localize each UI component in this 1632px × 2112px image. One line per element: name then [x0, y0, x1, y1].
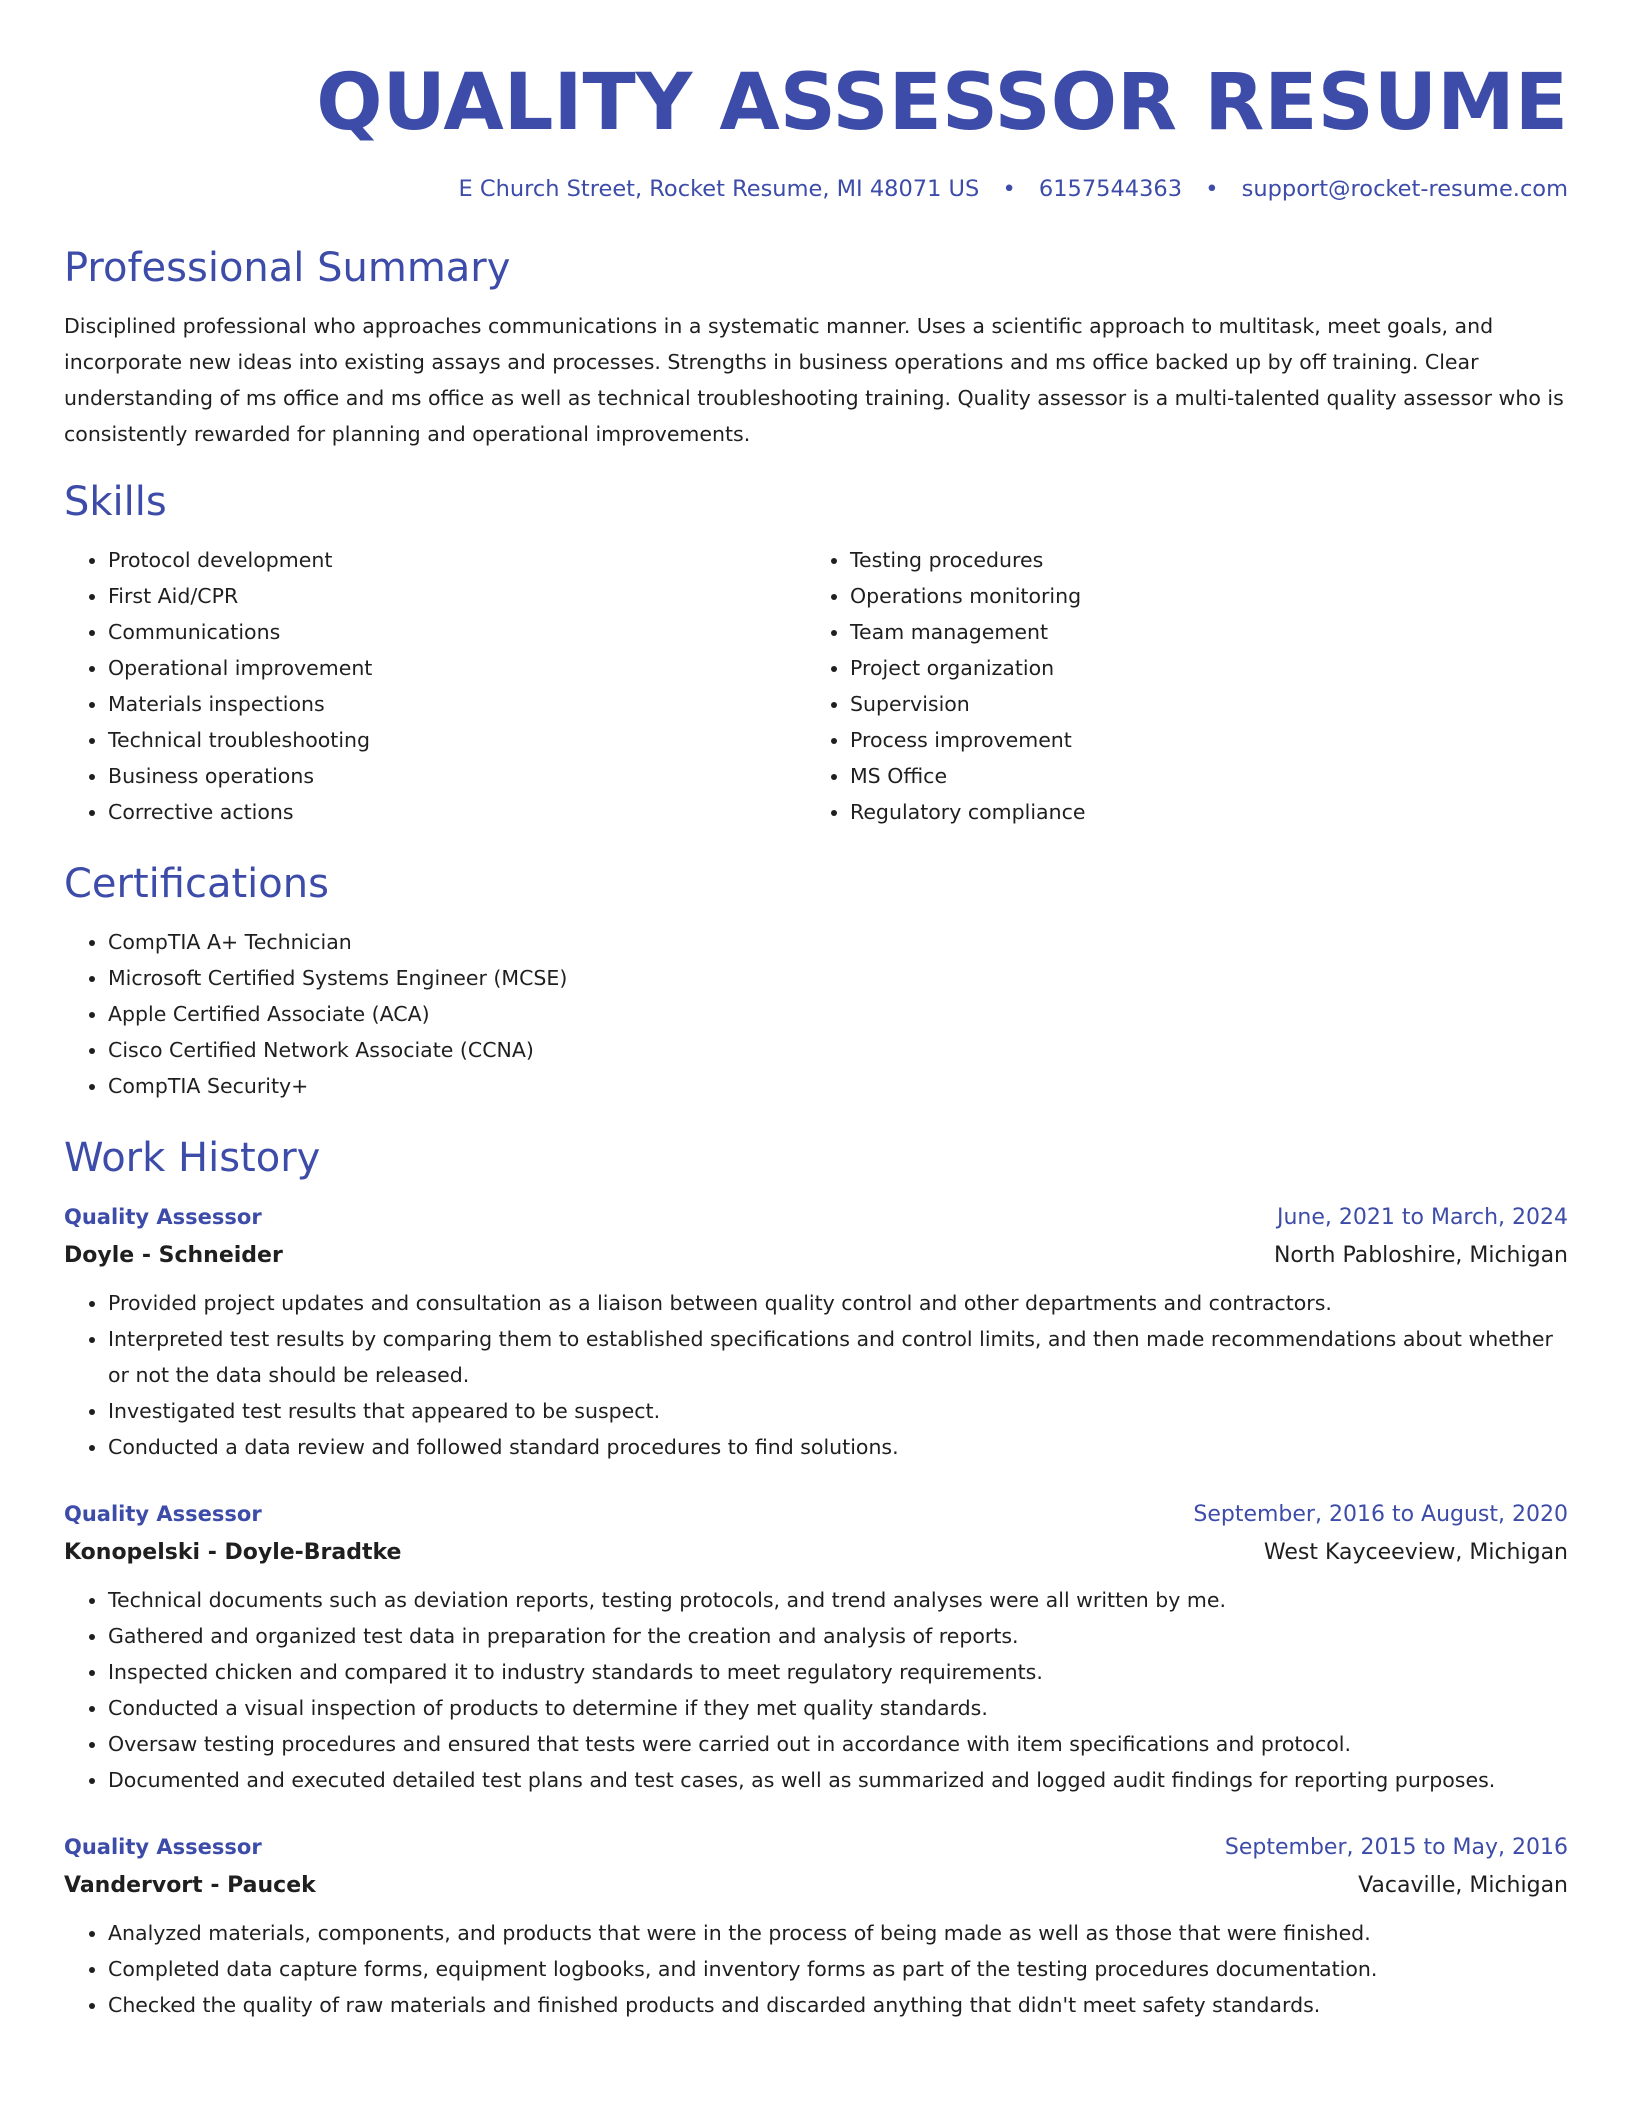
certification-item: • Apple Certified Associate (ACA) — [108, 996, 1568, 1032]
job-company-row — [64, 1237, 1568, 1275]
job-entry — [64, 1198, 1568, 1465]
work-history-heading: Work History — [64, 1135, 321, 1181]
skill-item: • MS Office — [850, 758, 1548, 794]
skill-item: • Operations monitoring — [850, 578, 1548, 614]
skill-item: • Technical troubleshooting — [108, 722, 806, 758]
duty-item: • Completed data capture forms, equipment logbooks, and inventory forms as part of the testing procedures documentation. — [108, 1951, 1568, 1987]
job-header-row — [64, 1198, 1568, 1237]
certification-item: • Microsoft Certified Systems Engineer (MCSE) — [108, 960, 1568, 996]
skill-item: • Team management — [850, 614, 1548, 650]
company-name: Vandervort - Paucek — [64, 1873, 316, 1898]
certifications-list — [64, 924, 1568, 1104]
job-title: Quality Assessor — [64, 1205, 262, 1229]
resume-name: QUALITY ASSESSOR RESUME — [316, 58, 1568, 148]
certification-item: • Cisco Certified Network Associate (CCNA) — [108, 1032, 1568, 1068]
skills-heading: Skills — [64, 479, 167, 525]
certifications-heading: Certifications — [64, 861, 329, 907]
skill-item: • Project organization — [850, 650, 1548, 686]
certification-item: • CompTIA Security+ — [108, 1068, 1568, 1104]
skills-list-right — [806, 542, 1548, 830]
job-duties — [64, 1285, 1568, 1465]
address: E Church Street, Rocket Resume, MI 48071 US — [458, 176, 980, 202]
job-location: West Kayceeview, Michigan — [1263, 1540, 1568, 1565]
duty-item: • Gathered and organized test data in preparation for the creation and analysis of reports. — [108, 1618, 1568, 1654]
duty-item: • Technical documents such as deviation reports, testing protocols, and trend analyses were all written by me. — [108, 1582, 1568, 1618]
duty-item: • Interpreted test results by comparing them to established specifications and control limits, and then made recommendations about whether or not the data should be released. — [108, 1321, 1568, 1393]
job-location: North Pabloshire, Michigan — [1273, 1243, 1568, 1268]
skills-list-left — [64, 542, 806, 830]
job-dates: June, 2021 to March, 2024 — [1277, 1205, 1568, 1230]
separator-dot: • — [1002, 176, 1016, 202]
skill-item: • First Aid/CPR — [108, 578, 806, 614]
job-location: Vacaville, Michigan — [1358, 1873, 1568, 1898]
job-company-row — [64, 1534, 1568, 1572]
skill-item: • Supervision — [850, 686, 1548, 722]
skills-columns — [64, 542, 1568, 830]
skill-item: • Testing procedures — [850, 542, 1548, 578]
skill-item: • Business operations — [108, 758, 806, 794]
resume-page — [64, 0, 1568, 2023]
contact-line — [64, 174, 1568, 204]
job-dates: September, 2016 to August, 2020 — [1193, 1502, 1568, 1527]
duty-item: • Analyzed materials, components, and products that were in the process of being made as well as those that were finished. — [108, 1915, 1568, 1951]
duty-item: • Conducted a data review and followed standard procedures to find solutions. — [108, 1429, 1568, 1465]
duty-item: • Documented and executed detailed test plans and test cases, as well as summarized and logged audit findings for reporting purposes. — [108, 1762, 1568, 1798]
skill-item: • Corrective actions — [108, 794, 806, 830]
job-entry — [64, 1828, 1568, 2023]
job-dates: September, 2015 to May, 2016 — [1224, 1835, 1568, 1860]
separator-dot: • — [1205, 176, 1219, 202]
duty-item: • Checked the quality of raw materials and finished products and discarded anything that didn't meet safety standards. — [108, 1987, 1568, 2023]
skill-item: • Protocol development — [108, 542, 806, 578]
duty-item: • Inspected chicken and compared it to industry standards to meet regulatory requirements. — [108, 1654, 1568, 1690]
summary-heading: Professional Summary — [64, 245, 511, 291]
job-header-row — [64, 1495, 1568, 1534]
certification-item: • CompTIA A+ Technician — [108, 924, 1568, 960]
duty-item: • Provided project updates and consultation as a liaison between quality control and other departments and contractors. — [108, 1285, 1568, 1321]
job-title: Quality Assessor — [64, 1502, 262, 1526]
job-entry — [64, 1495, 1568, 1798]
job-duties — [64, 1582, 1568, 1798]
duty-item: • Oversaw testing procedures and ensured that tests were carried out in accordance with item specifications and protocol. — [108, 1726, 1568, 1762]
phone: 6157544363 — [1038, 176, 1183, 202]
duty-item: • Conducted a visual inspection of products to determine if they met quality standards. — [108, 1690, 1568, 1726]
skill-item: • Communications — [108, 614, 806, 650]
skill-item: • Process improvement — [850, 722, 1548, 758]
job-company-row — [64, 1867, 1568, 1905]
email: support@rocket-resume.com — [1241, 176, 1568, 202]
duty-item: • Investigated test results that appeared to be suspect. — [108, 1393, 1568, 1429]
skill-item: • Materials inspections — [108, 686, 806, 722]
summary-text: Disciplined professional who approaches communications in a systematic manner. Uses a scientific approach to multitask, meet goals, and incorporate new ideas into existing assays and processes. Strengths in business operations and ms office backed up by off training. Clear understanding of ms office and ms office as well as technical troubleshooting training. Quality assessor is a multi-talented quality assessor who is consistently rewarded for planning and operational improvements. — [64, 314, 1564, 446]
company-name: Konopelski - Doyle-Bradtke — [64, 1540, 402, 1565]
company-name: Doyle - Schneider — [64, 1243, 283, 1268]
job-duties — [64, 1915, 1568, 2023]
skill-item: • Regulatory compliance — [850, 794, 1548, 830]
job-header-row — [64, 1828, 1568, 1867]
job-title: Quality Assessor — [64, 1835, 262, 1859]
skill-item: • Operational improvement — [108, 650, 806, 686]
